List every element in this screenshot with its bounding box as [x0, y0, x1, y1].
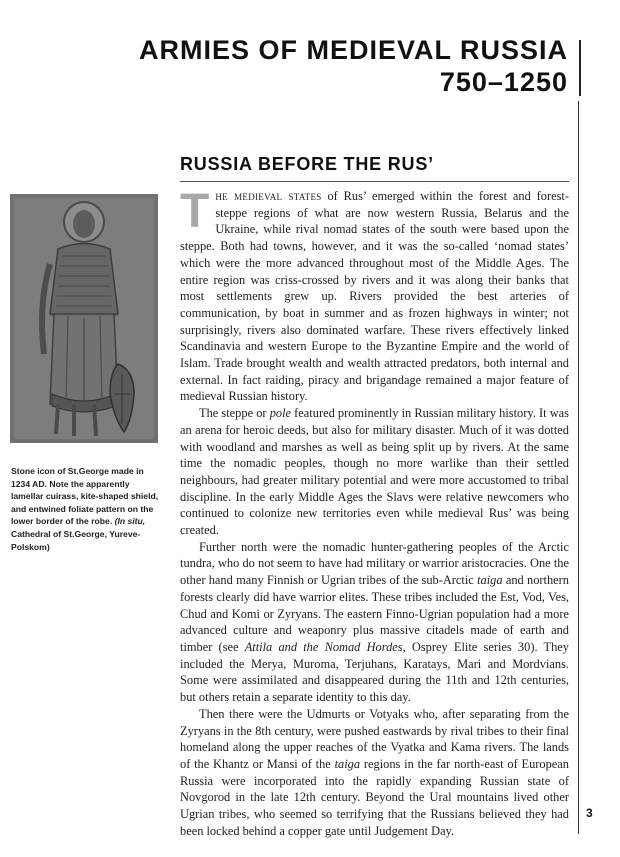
- section-heading: RUSSIA BEFORE THE RUS’: [180, 154, 434, 174]
- caption-italic: (In situ,: [114, 516, 146, 527]
- page-title-dates: 750–1250: [439, 67, 568, 97]
- paragraph-3-text-b: and northern forests clearly did have warrior elites. These tribes included the Est, Vod, Ves, Chud and Komi or Zyryans. The eastern Finno-Ugrian population had a more advanced culture and weaponry plus massive citadels made of earth and timber (see: [180, 573, 570, 654]
- paragraph-2-text-b: featured prominently in Russian military history. It was an arena for heroic deeds, but also for military disaster. Much of it was dotted with woodland and marshes as well as being split up by rivers. At the same time the nomadic peoples, though no more warlike than their settled neighbours, had greater military potential and were more accustomed to tribal discipline. In the early Middle Ages the Slavs were relative newcomers who continued to colonize new territories even while medieval Rus’ was being created.: [180, 406, 569, 538]
- paragraph-1-text: of Rus’ emerged within the forest and forest-steppe regions of what are now western Russia, Belarus and the Ukraine, while rival nomad states of the south were based upon the steppe. Both had towns, however, and it was the so-called ‘nomad states’ which were the more advanced throughout most of the Middle Ages. The entire region was criss-crossed by rivers and it was along their banks that most settlements grew up. Rivers provided the best arteries of communication, by boat in summer and as frozen highways in winter; not surprisingly, rivers also dominated warfare. These rivers effectively linked Scandinavia and western Europe to the Byzantine Empire and the world of Islam. Trade brought wealth and wealth attracted predators, both internal and external. In fact raiding, piracy and brigandage remained a major feature of medieval Russian history.: [180, 189, 569, 404]
- caption-source: Cathedral of St.George, Yureve-Polskom): [11, 528, 141, 552]
- page-number: 3: [586, 806, 593, 820]
- paragraph-2: [180, 405, 569, 539]
- paragraph-3-em-2: Attila and the Nomad Hordes: [244, 639, 403, 654]
- paragraph-2-em: pole: [269, 406, 292, 421]
- page-title: ARMIES OF MEDIEVAL RUSSIA: [138, 35, 568, 65]
- paragraph-4-text-a: Then there were the Udmurts or Votyaks who, after separating from the Zyryans in the 8th century, were pushed eastwards by rival tribes to their final homeland along the upper reaches of the Vyatka and Kama rivers. The lands of the Khantz or Mansi of the: [180, 706, 569, 771]
- page-number-rule: [578, 799, 579, 834]
- paragraph-4-text-b: regions in the far north-east of European Russia were incorporated into the rapidly expanding Russian state of Novgorod in the late 12th century. Beyond the Ural mountains lived other Ugrian tribes, who seemed so terrifying that the Russians believed they had been locked behind a copper gate until Judgement Day.: [180, 756, 570, 838]
- caption-text: Stone icon of St.George made in 1234 AD. Note the apparently lamellar cuirass, kite-shaped shield, and entwined foliate pattern on the lower border of the robe.: [11, 466, 159, 527]
- paragraph-3-text-c: , Osprey Elite series 30). They included the Merya, Muroma, Terjuhans, Karatays, Mari and Mordvians. Some were assimilated and disappeared during the 11th and 12th centuries, but others retain a separate identity to this day.: [180, 639, 569, 705]
- paragraph-3-text-a: Further north were the nomadic hunter-gathering peoples of the Arctic tundra, who do not seem to have had military or warrior aristocracies. One the other hand many Finnish or Ugrian tribes of the sub-Arctic: [180, 539, 569, 588]
- paragraph-3-em-1: taiga: [477, 573, 503, 588]
- paragraph-1: [180, 185, 569, 405]
- lead-in: he medieval states: [215, 189, 322, 203]
- stone-icon-photo: [10, 194, 158, 443]
- title-vertical-rule: [579, 40, 581, 96]
- margin-vertical-rule: [578, 101, 579, 799]
- stone-icon-illustration: [10, 194, 158, 443]
- drop-cap: T: [180, 185, 210, 238]
- section-rule: [180, 181, 569, 182]
- paragraph-4-em: taiga: [334, 756, 361, 771]
- paragraph-4: [180, 706, 569, 840]
- paragraph-3: [180, 539, 569, 706]
- article-body: [180, 185, 570, 839]
- title-block: [60, 34, 568, 98]
- figure-caption: [11, 465, 161, 553]
- paragraph-2-text-a: The steppe or: [199, 406, 270, 421]
